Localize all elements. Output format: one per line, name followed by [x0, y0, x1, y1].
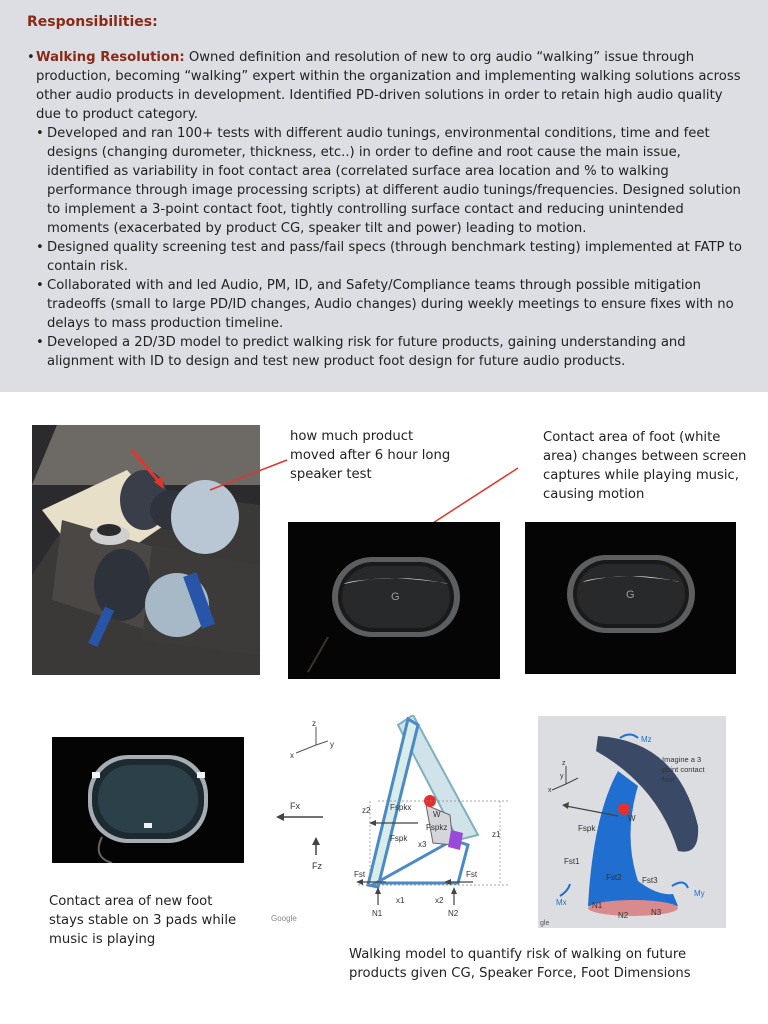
- fspk-3d-label: Fspk: [578, 824, 596, 833]
- fst3-label: Fst3: [642, 876, 658, 885]
- z1-label: z1: [492, 830, 501, 839]
- my-label: My: [694, 889, 705, 898]
- force-fz-label: Fz: [312, 861, 322, 871]
- x2-label: x2: [435, 896, 444, 905]
- z2-label: z2: [362, 806, 371, 815]
- n2-3d-label: N2: [618, 911, 629, 920]
- note-line-2: point contact: [662, 765, 705, 774]
- force-fx-label: Fx: [290, 801, 300, 811]
- weight-3d-label: W: [628, 814, 636, 823]
- sub-bullet: • Developed and ran 100+ tests with different audio tunings, environmental conditions, time and feet designs (changing durometer, thickness, etc..) in order to define and root cause the main issue, identified as variability in foot contact area (correlated surface area location and % to walking performance through image processing scripts) at different audio tunings/frequencies. Designed solution to implement a 3-point contact foot, tightly controlling surface contact and reducing unintended moments (exacerbated by product CG, speaker tilt and power) leading to motion.: [27, 124, 745, 238]
- free-body-diagram-3d: [538, 716, 726, 928]
- fspkz-label: Fspkz: [426, 823, 448, 832]
- sub-bullet: • Designed quality screening test and pass/fail specs (through benchmark testing) implemented at FATP to contain risk.: [27, 238, 745, 276]
- foot-contact-photo-1: [288, 522, 500, 679]
- mz-label: Mz: [641, 735, 652, 744]
- main-bullet-text: Owned definition and resolution of new to org audio “walking” issue through production, becoming “walking” expert within the organization and implementing walking solutions across other audio products in development. Identified PD-driven solutions in order to retain high audio quality due to product category.: [36, 50, 741, 122]
- n1-3d-label: N1: [592, 901, 603, 910]
- fspk-label: Fspk: [390, 834, 408, 843]
- note-line: Imagine a 3: [662, 755, 702, 764]
- google-watermark: Google: [271, 914, 297, 923]
- main-bullet-lead: Walking Resolution:: [36, 50, 185, 65]
- fspkx-label: Fspkx: [390, 803, 412, 812]
- svg-text:G: G: [626, 589, 635, 601]
- fst2-label: Fst2: [606, 873, 622, 882]
- google-watermark-3d: gle: [540, 920, 550, 927]
- axis-x-label: x: [290, 751, 294, 760]
- svg-text:G: G: [391, 591, 400, 603]
- axis-z-label: z: [312, 719, 316, 728]
- axis-3d-z-label: z: [562, 760, 566, 767]
- n2-label: N2: [448, 909, 459, 918]
- x3-label: x3: [418, 840, 427, 849]
- free-body-diagram-2d: [268, 715, 514, 930]
- fst1-label: Fst1: [564, 857, 580, 866]
- caption-model: Walking model to quantify risk of walking on future products given CG, Speaker Force, Foot Dimensions: [349, 947, 691, 981]
- sub-bullet: • Developed a 2D/3D model to predict walking risk for future products, gaining understanding and alignment with ID to design and test new product foot design for future audio products.: [27, 333, 745, 371]
- caption-moved: how much product moved after 6 hour long speaker test: [290, 429, 451, 482]
- fst-left-label: Fst: [354, 870, 366, 879]
- mx-label: Mx: [556, 898, 567, 907]
- n1-label: N1: [372, 909, 383, 918]
- caption-contact-area: Contact area of foot (white area) changes between screen captures while playing music, causing motion: [543, 430, 747, 502]
- sub-bullet: • Collaborated with and led Audio, PM, ID, and Safety/Compliance teams through possible mitigation tradeoffs (small to large PD/ID changes, Audio changes) during weekly meetings to ensure fixes with no delays to mass production timeline.: [27, 276, 745, 333]
- foot-contact-photo-2: [525, 522, 736, 674]
- weight-label: W: [433, 810, 441, 819]
- n3-3d-label: N3: [651, 908, 662, 917]
- new-foot-photo: [52, 737, 244, 863]
- caption-new-foot: Contact area of new foot stays stable on 3 pads while music is playing: [49, 894, 237, 947]
- note-line-3: foot: [662, 775, 675, 784]
- fst-right-label: Fst: [466, 870, 478, 879]
- responsibilities-heading: Responsibilities:: [27, 14, 158, 30]
- x1-label: x1: [396, 896, 405, 905]
- axis-3d-y-label: y: [560, 773, 564, 780]
- axis-y-label: y: [330, 740, 334, 749]
- axis-3d-x-label: x: [548, 787, 552, 794]
